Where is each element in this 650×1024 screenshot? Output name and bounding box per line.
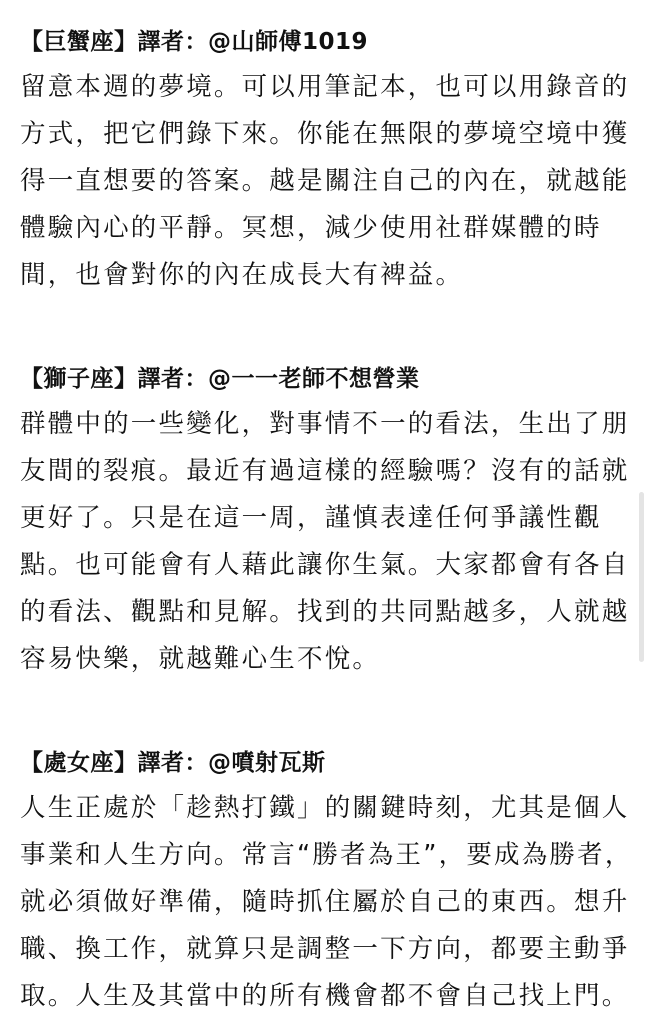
scrollbar[interactable]	[639, 492, 644, 662]
section-paragraph	[20, 785, 632, 1020]
paragraph-line: 友間的裂痕。最近有過這樣的經驗嗎？沒有的話就	[20, 456, 630, 486]
paragraph-line: 取。人生及其當中的所有機會都不會自己找上門。	[20, 981, 630, 1011]
paragraph-line: 點。也可能會有人藉此讓你生氣。大家都會有各自	[20, 550, 630, 580]
paragraph-line: 的看法、觀點和見解。找到的共同點越多，人就越	[20, 597, 630, 627]
paragraph-line: 容易快樂，就越難心生不悅。	[20, 644, 381, 674]
paragraph-line: 方式，把它們錄下來。你能在無限的夢境空境中獲	[20, 119, 630, 149]
article-body	[20, 22, 632, 1020]
horoscope-section-cancer	[20, 22, 632, 299]
paragraph-line: 體驗內心的平靜。冥想，減少使用社群媒體的時	[20, 213, 602, 243]
paragraph-line: 更好了。只是在這一周，謹慎表達任何爭議性觀	[20, 503, 602, 533]
section-heading: 【獅子座】譯者：@一一老師不想營業	[20, 366, 420, 392]
paragraph-line: 間，也會對你的內在成長大有裨益。	[20, 260, 464, 290]
paragraph-line: 就必須做好準備，隨時抓住屬於自己的東西。想升	[20, 887, 630, 917]
section-paragraph	[20, 401, 632, 683]
paragraph-line: 得一直想要的答案。越是關注自己的內在，就越能	[20, 166, 630, 196]
section-heading: 【處女座】譯者：@噴射瓦斯	[20, 750, 326, 776]
horoscope-section-leo	[20, 359, 632, 683]
section-paragraph	[20, 64, 632, 299]
paragraph-line: 人生正處於「趁熱打鐵」的關鍵時刻，尤其是個人	[20, 793, 630, 823]
section-heading: 【巨蟹座】譯者：@山師傅1019	[20, 29, 369, 55]
paragraph-line: 留意本週的夢境。可以用筆記本，也可以用錄音的	[20, 72, 630, 102]
paragraph-line: 群體中的一些變化，對事情不一的看法，生出了朋	[20, 409, 630, 439]
paragraph-line: 事業和人生方向。常言“勝者為王”，要成為勝者，	[20, 840, 633, 870]
horoscope-section-virgo	[20, 743, 632, 1020]
paragraph-line: 職、換工作，就算只是調整一下方向，都要主動爭	[20, 934, 630, 964]
